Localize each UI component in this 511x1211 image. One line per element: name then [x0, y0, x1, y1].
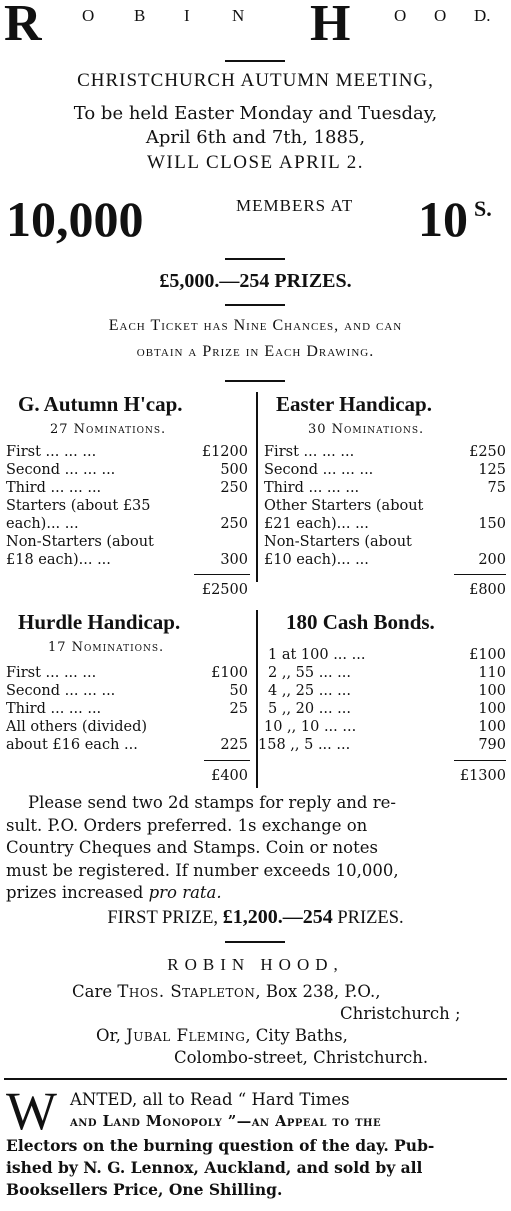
masthead-letter: O — [82, 6, 95, 25]
address-text: Or, — [96, 1026, 127, 1045]
masthead-letter-h: H — [310, 0, 351, 52]
section-title: Hurdle Handicap. — [18, 610, 181, 634]
notice-text: prizes increased — [6, 883, 149, 902]
meeting-heading: CHRISTCHURCH AUTUMN MEETING, — [77, 70, 434, 91]
ticket-line-1: Each Ticket has Nine Chances, and can — [108, 317, 403, 334]
autumn-handicap-section — [6, 392, 250, 602]
wanted-line: ished by N. G. Lennox, Auckland, and sold by all — [6, 1158, 423, 1177]
prize-label: £10 each)... ... — [264, 552, 369, 568]
dates-line-2: April 6th and 7th, 1885, — [145, 127, 366, 148]
bond-label: 10 ,, 10 ... ... — [264, 719, 357, 735]
prize-label: each)... ... — [6, 516, 79, 532]
total-rule — [454, 574, 506, 575]
column-divider — [256, 392, 258, 582]
notice-paragraph — [6, 792, 505, 905]
prize-label: £18 each)... ... — [6, 552, 111, 568]
bond-label: 158 ,, 5 ... ... — [258, 737, 351, 753]
masthead-letter: B — [134, 6, 146, 25]
prize-amount: 125 — [478, 462, 506, 478]
prize-amount: £250 — [469, 444, 506, 460]
notice-line: Country Cheques and Stamps. Coin or notes — [6, 838, 378, 857]
masthead-letter: D. — [474, 6, 491, 25]
bond-amount: 790 — [478, 737, 506, 753]
section-total: £400 — [211, 768, 248, 784]
bond-amount: 100 — [478, 719, 506, 735]
prize-label: First ... ... ... — [6, 665, 97, 681]
prize-amount: £1200 — [201, 444, 248, 460]
masthead-letter: I — [184, 6, 190, 25]
prize-label: Non-Starters (about — [264, 534, 412, 550]
prize-label: All others (divided) — [6, 719, 148, 735]
prize-amount: 500 — [220, 462, 248, 478]
wanted-line: and Land Monopoly ”—an Appeal to the — [70, 1113, 382, 1130]
prize-label: about £16 each ... — [6, 737, 138, 753]
prize-amount: £100 — [211, 665, 248, 681]
section-title: 180 Cash Bonds. — [286, 610, 435, 634]
prize-amount: 250 — [220, 516, 248, 532]
address-line-3 — [96, 1026, 348, 1045]
hurdle-handicap-section — [6, 610, 250, 790]
prize-label: £21 each)... ... — [264, 516, 369, 532]
prizes-heading: £5,000.—254 PRIZES. — [159, 270, 352, 292]
wanted-line: Booksellers Price, One Shilling. — [6, 1180, 283, 1199]
prize-label: Starters (about £35 — [6, 498, 151, 514]
notice-line-last — [6, 882, 505, 905]
bond-label: 5 ,, 20 ... ... — [268, 701, 351, 717]
address-line-1 — [72, 982, 380, 1001]
prize-amount: 150 — [478, 516, 506, 532]
ticket-line-2: obtain a Prize in Each Drawing. — [136, 343, 375, 360]
masthead-letter: O — [394, 6, 407, 25]
wanted-line: Electors on the burning question of the day. Pub- — [6, 1136, 435, 1155]
bond-amount: 100 — [478, 701, 506, 717]
prize-amount: 75 — [487, 480, 506, 496]
prize-label: Non-Starters (about — [6, 534, 154, 550]
prize-label: Third ... ... ... — [264, 480, 360, 496]
bond-label: 1 at 100 ... ... — [268, 647, 366, 663]
closing-notice: WILL CLOSE APRIL 2. — [146, 152, 365, 173]
prize-amount: 300 — [220, 552, 248, 568]
divider — [225, 941, 285, 943]
bond-label: 4 ,, 25 ... ... — [268, 683, 351, 699]
drop-cap: W — [6, 1081, 57, 1141]
bond-amount: 110 — [478, 665, 506, 681]
bond-label: 2 ,, 55 ... ... — [268, 665, 351, 681]
section-title: G. Autumn H'cap. — [18, 392, 183, 416]
first-prize-line — [0, 906, 511, 929]
notice-line: sult. P.O. Orders preferred. 1s exchange on — [6, 815, 368, 835]
members-banner — [0, 190, 511, 250]
notice-line: must be registered. If number exceeds 10,000, — [6, 860, 399, 880]
notice-line: Please send two 2d stamps for reply and re- — [28, 793, 396, 812]
masthead-letter: O — [434, 6, 447, 25]
prize-label: Second ... ... ... — [6, 462, 116, 478]
notice-italic: pro rata. — [148, 883, 222, 902]
nominations: 27 Nominations. — [50, 422, 167, 437]
prize-label: First ... ... ... — [6, 444, 97, 460]
section-title: Easter Handicap. — [276, 392, 432, 416]
address-text: Care — [72, 982, 118, 1001]
section-total: £800 — [469, 582, 506, 598]
masthead-letter-r: R — [4, 0, 42, 52]
prize-label: Third ... ... ... — [6, 701, 102, 717]
section-total: £1300 — [459, 768, 506, 784]
column-divider — [256, 610, 258, 788]
total-rule — [454, 760, 506, 761]
address-text: , City Baths, — [245, 1026, 348, 1045]
prize-label: First ... ... ... — [264, 444, 355, 460]
nominations: 17 Nominations. — [48, 640, 165, 655]
prize-label: Second ... ... ... — [6, 683, 116, 699]
divider — [225, 60, 285, 62]
section-separator — [4, 1078, 507, 1080]
dates-line-1: To be held Easter Monday and Tuesday, — [73, 103, 438, 124]
address-line-2: Christchurch ; — [340, 1004, 461, 1023]
total-rule — [194, 574, 250, 575]
price: 10 — [418, 191, 468, 247]
address-name: Jubal Fleming — [126, 1026, 246, 1045]
masthead-letter: N — [232, 6, 245, 25]
first-prize-pre: FIRST PRIZE, — [107, 908, 223, 928]
address-name: Thos. Stapleton — [117, 982, 256, 1001]
members-label: MEMBERS AT — [236, 196, 354, 215]
total-rule — [204, 760, 250, 761]
prize-label: Other Starters (about — [264, 498, 424, 514]
easter-handicap-section — [264, 392, 506, 602]
prize-label: Third ... ... ... — [6, 480, 102, 496]
first-prize-post: PRIZES. — [332, 908, 404, 928]
prize-amount: 200 — [478, 552, 506, 568]
prize-label: Second ... ... ... — [264, 462, 374, 478]
address-line-4: Colombo-street, Christchurch. — [174, 1048, 429, 1067]
divider — [225, 380, 285, 382]
divider — [225, 304, 285, 306]
prize-amount: 225 — [220, 737, 248, 753]
members-count: 10,000 — [6, 191, 144, 247]
prize-amount: 50 — [229, 683, 248, 699]
prize-amount: 250 — [220, 480, 248, 496]
price-suffix: S. — [474, 196, 492, 221]
contact-name: ROBIN HOOD, — [167, 955, 344, 974]
nominations: 30 Nominations. — [308, 422, 425, 437]
divider — [225, 258, 285, 260]
section-total: £2500 — [201, 582, 248, 598]
masthead — [0, 2, 511, 50]
bond-amount: 100 — [478, 683, 506, 699]
prize-amount: 25 — [229, 701, 248, 717]
address-text: , Box 238, P.O., — [255, 982, 381, 1001]
first-prize-amount: £1,200.—254 — [222, 906, 333, 928]
cash-bonds-section — [258, 610, 506, 790]
wanted-line: ANTED, all to Read “ Hard Times — [70, 1090, 350, 1109]
bond-amount: £100 — [469, 647, 506, 663]
